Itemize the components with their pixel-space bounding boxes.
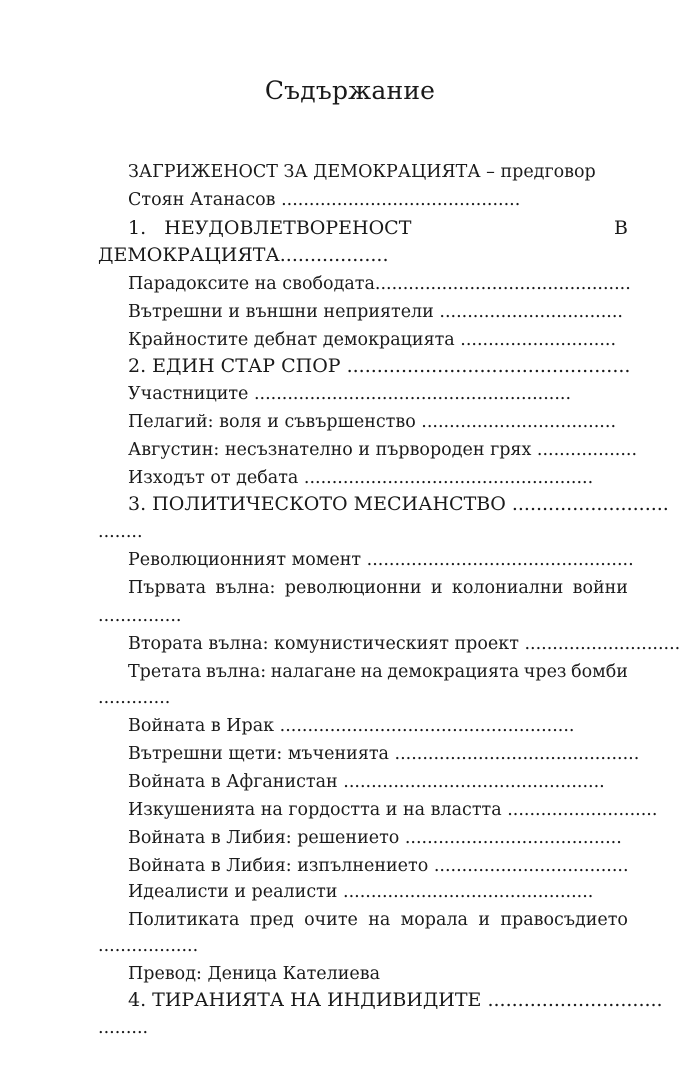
chapter-4-heading[interactable]: 4. ТИРАНИЯТА НА ИНДИВИДИТЕ .............................	[128, 989, 663, 1011]
word: колониални	[451, 578, 564, 598]
word: Третата	[128, 662, 202, 682]
toc-entry[interactable]: Войната в Афганистан ...............................................	[128, 772, 605, 792]
toc-entry[interactable]: Войната в Либия: изпълнението ...................................	[128, 856, 629, 876]
chapter-4-heading-cont: .........	[98, 1018, 149, 1038]
preface-author: Стоян Атанасов ...........................................	[128, 190, 521, 210]
word: налагане	[270, 662, 357, 682]
toc-entry[interactable]: Крайностите дебнат демокрацията ............................	[128, 330, 617, 350]
word: вълна:	[206, 662, 267, 682]
word: очите	[304, 910, 358, 930]
word: Първата	[128, 578, 206, 598]
toc-entry[interactable]: Участниците .........................................................	[128, 384, 572, 404]
chapter-1-heading-cont: ДЕМОКРАЦИЯТА..................	[98, 244, 389, 266]
word: чрез	[523, 662, 567, 682]
word: морала	[400, 910, 468, 930]
toc-entry[interactable]: Вътрешни и външни неприятели .................................	[128, 302, 623, 322]
chapter-3-heading[interactable]: 3. ПОЛИТИЧЕСКОТО МЕСИАНСТВО ..........................	[128, 493, 669, 515]
word: войни	[572, 578, 628, 598]
translator-credit: Превод: Деница Кателиева	[128, 964, 381, 984]
word: на	[368, 910, 391, 930]
chapter-1-title-part2: В	[614, 217, 628, 239]
word: революционни	[284, 578, 422, 598]
toc-entry-cont: ...............	[98, 606, 182, 626]
toc-entry[interactable]: Вътрешни щети: мъченията ............................................	[128, 744, 640, 764]
word: демокрацията	[387, 662, 520, 682]
chapter-1-heading[interactable]	[128, 216, 628, 240]
toc-entry[interactable]: Втората вълна: комунистическият проект ............................	[128, 634, 681, 654]
word: и	[478, 910, 490, 930]
word: правосъдието	[500, 910, 628, 930]
toc-entry[interactable]: Революционният момент ................................................	[128, 550, 634, 570]
toc-entry-cont: .............	[98, 688, 171, 708]
toc-entry-justified[interactable]	[128, 908, 628, 932]
toc-entry[interactable]: Идеалисти и реалисти .............................................	[128, 882, 594, 902]
toc-entry[interactable]: Парадоксите на свободата..............................................	[128, 274, 631, 294]
toc-entry[interactable]: Пелагий: воля и съвършенство ...................................	[128, 412, 617, 432]
toc-entry[interactable]: Войната в Либия: решението .......................................	[128, 828, 622, 848]
word: на	[360, 662, 383, 682]
toc-entry[interactable]: Изкушенията на гордостта и на властта ...........................	[128, 800, 658, 820]
word: бомби	[571, 662, 628, 682]
toc-entry[interactable]: Войната в Ирак .....................................................	[128, 716, 575, 736]
chapter-3-heading-cont: ........	[98, 522, 143, 542]
toc-entry-justified[interactable]	[128, 576, 628, 600]
toc-entry-cont: ..................	[98, 936, 199, 956]
word: вълна:	[215, 578, 276, 598]
chapter-1-title-part1: 1. НЕУДОВЛЕТВОРЕНОСТ	[128, 217, 412, 239]
toc-entry[interactable]: Августин: несъзнателно и първороден грях ..................	[128, 440, 638, 460]
preface-title[interactable]: ЗАГРИЖЕНОСТ ЗА ДЕМОКРАЦИЯТА – предговор	[128, 162, 596, 182]
word: и	[430, 578, 443, 598]
page-title: Съдържание	[264, 76, 436, 105]
chapter-2-heading[interactable]: 2. ЕДИН СТАР СПОР ...............................................	[128, 355, 631, 377]
word: Политиката	[128, 910, 240, 930]
word: пред	[249, 910, 294, 930]
toc-entry[interactable]: Изходът от дебата ....................................................	[128, 468, 594, 488]
toc-entry-justified[interactable]	[128, 660, 628, 684]
